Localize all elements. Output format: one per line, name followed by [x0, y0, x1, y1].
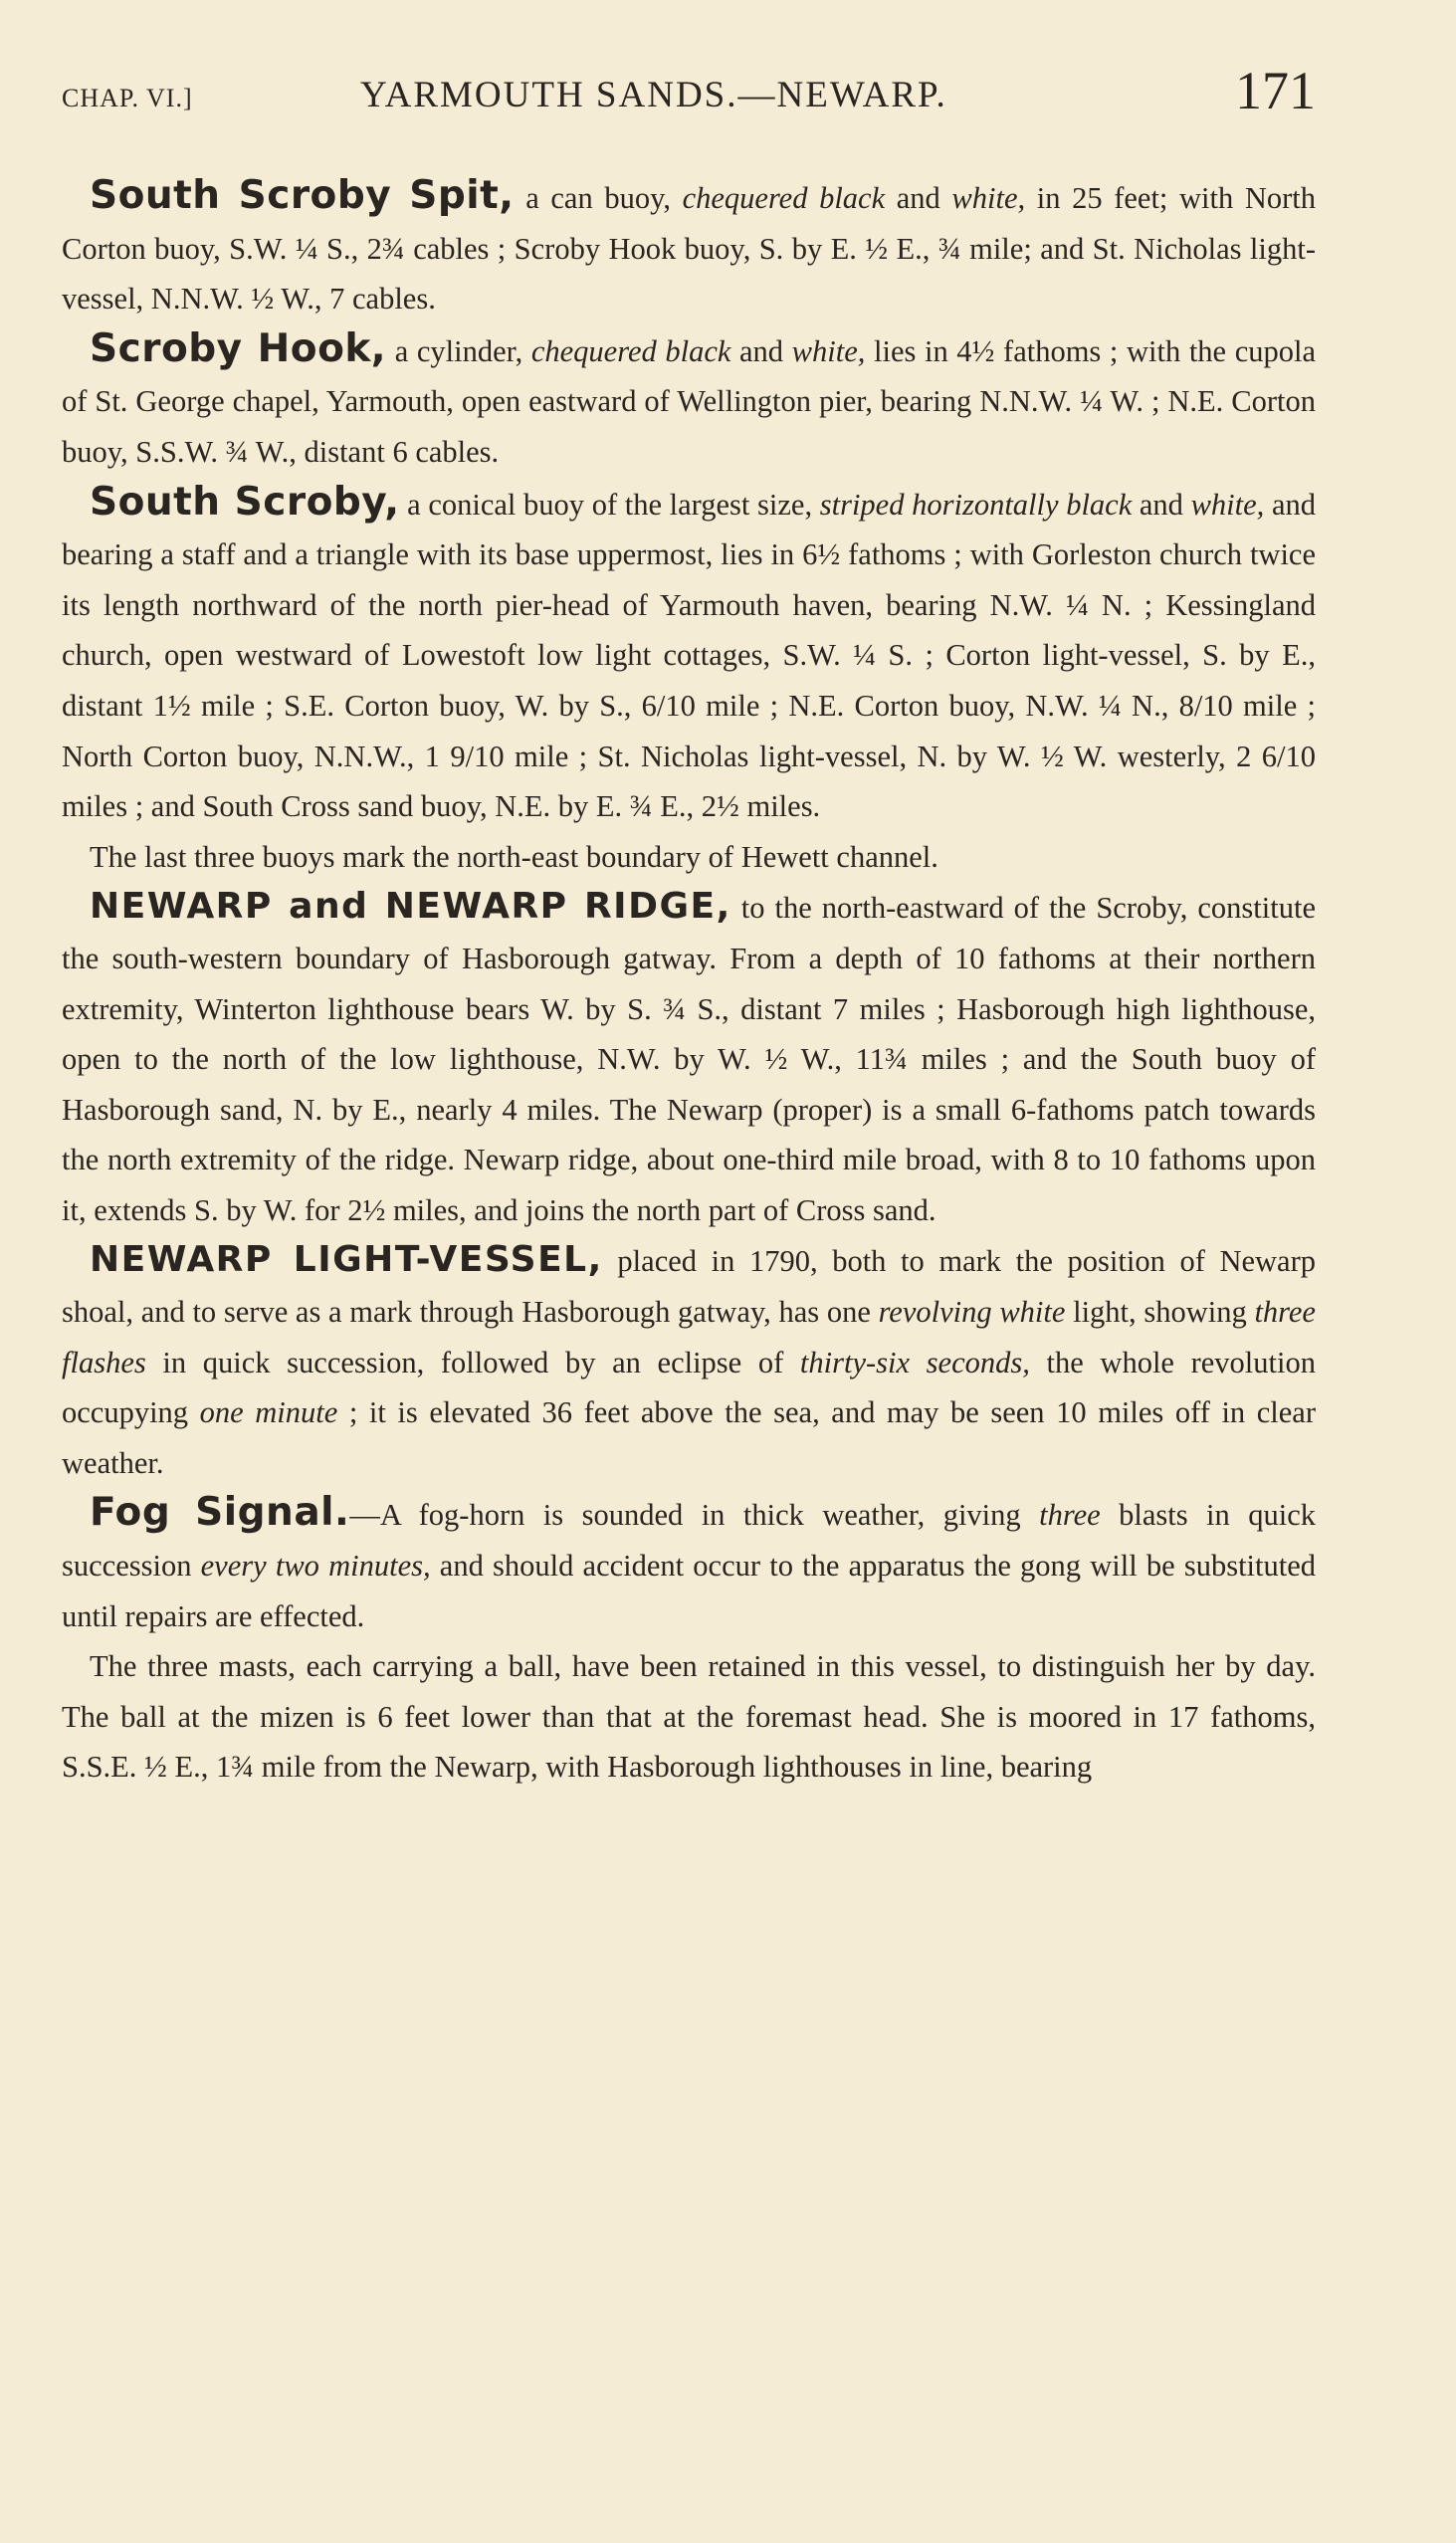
entry-italic: three [1039, 1498, 1101, 1533]
running-head [62, 60, 1316, 129]
entry-heading: NEWARP LIGHT-VESSEL, [90, 1239, 603, 1281]
entry-italic: striped horizontally black [819, 487, 1133, 522]
entry-text: a conical buoy of the largest size, [399, 487, 820, 522]
entry-heading: NEWARP and NEWARP RIDGE, [90, 886, 731, 928]
entry-scroby-hook [62, 324, 1316, 478]
entry-text: a cylinder, [386, 333, 531, 368]
entry-text: placed in 1790, both to mark the position of Newarp shoal, and to serve as a mark through Hasborough gatway, has one [62, 1244, 1317, 1330]
entry-italic: three flashes [62, 1295, 1316, 1379]
entry-text: blasts in quick succession [62, 1498, 1316, 1584]
entry-south-scroby [62, 478, 1316, 832]
entry-text: and [730, 333, 792, 368]
entry-text: to the north-eastward of the Scroby, constitute the south-western boundary of Hasborough gatway. From a depth of 10 fathoms at their northern extremity, Winterton lighthouse bears W. by S. ¾ S., distant 7 miles ; Hasborough high lighthouse, open to the north of the low lighthouse, N.W. by W. ½ W., 11¾ miles ; and the South buoy of Hasborough sand, N. by E., nearly 4 miles. The Newarp (proper) is a small 6-fathoms patch towards the north extremity of the ridge. Newarp ridge, about one-third mile broad, with 8 to 10 fathoms upon it, extends S. by W. for 2½ miles, and joins the north part of Cross sand. [62, 891, 1316, 1227]
entry-italic: chequered black [530, 333, 731, 368]
entry-newarp-ridge [62, 882, 1316, 1235]
entry-text: light, showing [1065, 1295, 1255, 1330]
entry-text: ; it is elevated 36 feet above the sea, and may be seen 10 miles off in clear weather. [62, 1395, 1316, 1480]
entry-text: and should accident occur to the apparatus the gong will be substituted until repairs are effected. [62, 1549, 1317, 1633]
entry-italic: white, [791, 333, 866, 368]
entry-text: and [885, 181, 952, 215]
entry-text: lies in 4½ fathoms ; with the cupola of St. George chapel, Yarmouth, open eastward of Wellington pier, bearing N.N.W. ¼ W. ; N.E. Corton buoy, S.S.W. ¾ W., distant 6 cables. [62, 333, 1317, 469]
entry-newarp-light-vessel [62, 1235, 1316, 1488]
entry-italic: chequered black [682, 181, 886, 215]
running-title: YARMOUTH SANDS.—NEWARP. [360, 75, 947, 115]
entry-fog-signal [62, 1488, 1316, 1641]
entry-italic: white, [951, 181, 1026, 215]
entry-italic: white, [1190, 487, 1265, 522]
page-number: 171 [1235, 61, 1316, 120]
entry-italic: revolving white [878, 1295, 1066, 1330]
entry-heading: Fog Signal. [90, 1490, 350, 1536]
entry-heading: South Scroby, [90, 479, 400, 525]
entry-italic: one minute [199, 1395, 338, 1430]
entry-south-scroby-spit [62, 171, 1316, 324]
entry-text: and bearing a staff and a triangle with its base uppermost, lies in 6½ fathoms ; with Gorleston church twice its length northward of the north pier-head of Yarmouth haven, bearing N.W. ¼ N. ; Kessingland church, open westward of Lowestoft low light cottages, S.W. ¼ S. ; Corton light-vessel, S. by E., distant 1½ mile ; S.E. Corton buoy, W. by S., 6/10 mile ; N.E. Corton buoy, N.W. ¼ N., 8/10 mile ; North Corton buoy, N.N.W., 1 9/10 mile ; St. Nicholas light-vessel, N. by W. ½ W. westerly, 2 6/10 miles ; and South Cross sand buoy, N.E. by E. ¾ E., 2½ miles. [62, 487, 1316, 824]
masts-paragraph: The three masts, each carrying a ball, have been retained in this vessel, to distinguish her by day. The ball at the mizen is 6 feet lower than that at the foremast head. She is moored in 17 fathoms, S.S.E. ½ E., 1¾ mile from the Newarp, with Hasborough lighthouses in line, bearing [62, 1649, 1316, 1785]
entry-text: in 25 feet; with North Corton buoy, S.W. ¼ S., 2¾ cables ; Scroby Hook buoy, S. by E. ½ E., ¾ mile; and St. Nicholas light-vessel, N.N.W. ½ W., 7 cables. [62, 181, 1316, 317]
entry-italic: every two minutes, [200, 1549, 431, 1584]
entry-text: a can buoy, [514, 181, 683, 215]
entry-italic: thirty-six seconds, [799, 1345, 1030, 1379]
entry-text: the whole revolution occupying [62, 1345, 1316, 1430]
entry-heading: Scroby Hook, [90, 325, 387, 371]
chapter-label: CHAP. VI.] [62, 84, 193, 112]
book-page [62, 60, 1316, 1793]
hewett-note: The last three buoys mark the north-east boundary of Hewett channel. [90, 839, 938, 874]
entry-dash: — [349, 1498, 380, 1533]
entry-text: A fog-horn is sounded in thick weather, giving [379, 1498, 1040, 1533]
entry-text: in quick succession, followed by an eclipse of [145, 1345, 800, 1379]
entry-heading: South Scroby Spit, [90, 173, 515, 218]
entry-text: and [1132, 487, 1191, 522]
